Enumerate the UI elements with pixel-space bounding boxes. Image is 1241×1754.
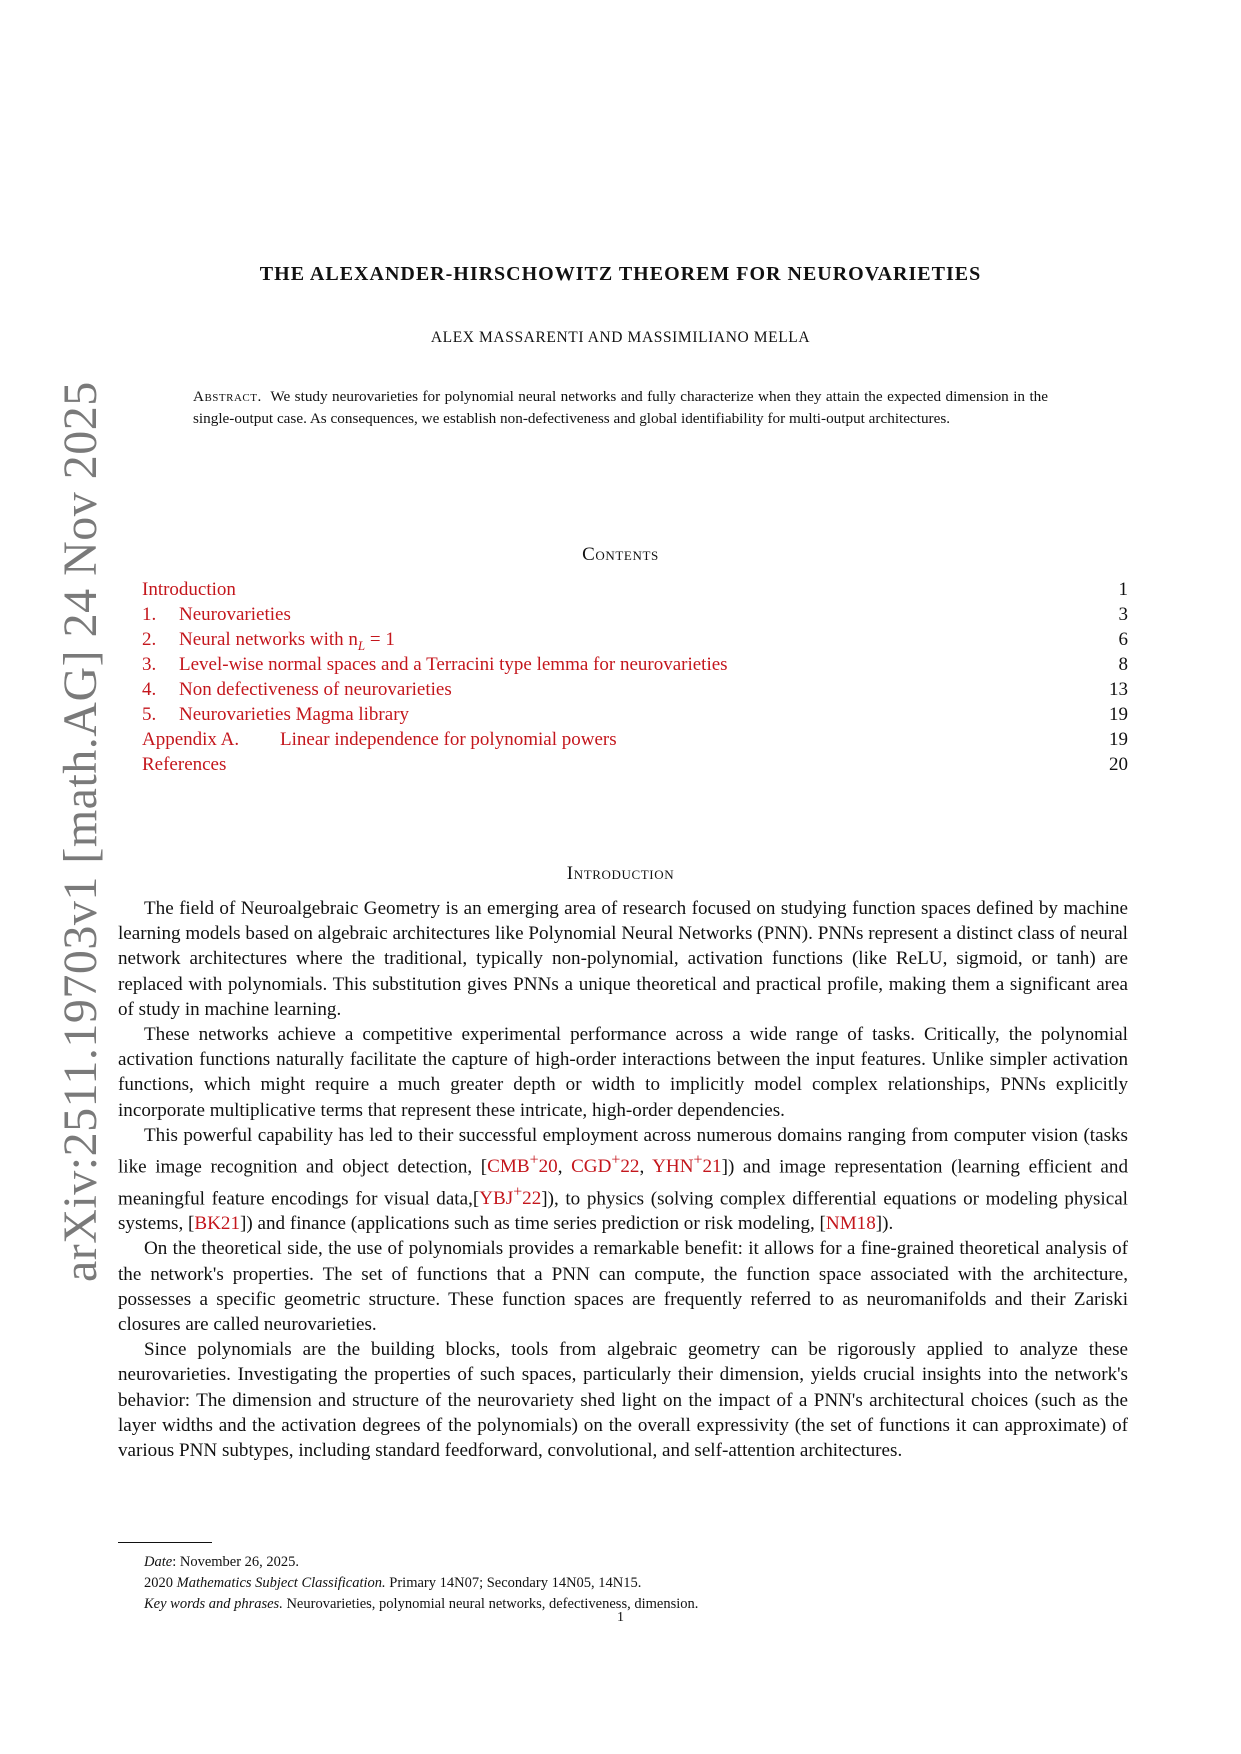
abstract-label: Abstract. [193,388,262,405]
toc-entry-label[interactable]: References [142,754,227,775]
citation-superscript: + [529,1152,539,1170]
paragraph-text: ]). [875,1213,894,1235]
citation-separator: , [639,1156,653,1178]
arxiv-identifier-stamp[interactable]: arXiv:2511.19703v1 [math.AG] 24 Nov 2025 [54,381,107,1282]
citation-separator: , [557,1156,572,1178]
paragraph-text: This powerful capability has led to their successful employment across numerous domains ranging from computer vision (tasks like image recognition and object detection, [ [118,1124,1128,1178]
toc-entry-references[interactable] [142,752,1128,777]
toc-entry-label[interactable]: Level-wise normal spaces and a Terracini type lemma for neurovarieties [179,654,728,675]
toc-entry-page: 8 [1118,654,1128,675]
toc-entry-label[interactable]: Neurovarieties Magma library [179,704,410,725]
paper-authors: ALEX MASSARENTI AND MASSIMILIANO MELLA [430,329,811,346]
toc-entry-page: 19 [1109,704,1128,725]
toc-entry-page: 1 [1118,579,1128,600]
citation-superscript: + [513,1183,523,1201]
citation-superscript: + [611,1152,621,1170]
toc-entry-number[interactable]: 4. [142,679,157,700]
toc-entry-label[interactable]: Introduction [142,579,236,600]
footnote-value: : November 26, 2025. [172,1554,300,1570]
toc-entry-appendix-a[interactable] [142,727,1128,752]
abstract-text: We study neurovarieties for polynomial neural networks and fully characterize when they attain the expected dimension in the single-output case. As consequences, we establish non-defectiveness and global identifiability for multi-output architectures. [193,388,1048,427]
paper-title: THE ALEXANDER-HIRSCHOWITZ THEOREM FOR NEUROVARIETIES [259,263,982,285]
abstract [193,386,1048,429]
toc-entry-label-tail: = 1 [365,629,395,650]
toc-entry-label[interactable]: Non defectiveness of neurovarieties [179,679,452,700]
toc-entry-number[interactable]: 5. [142,704,157,725]
contents-heading: Contents [582,544,659,565]
footnote-value: Primary 14N07; Secondary 14N05, 14N15. [385,1575,642,1591]
citation-superscript: + [693,1152,703,1170]
footnote-label: Key words and phrases. [144,1596,283,1612]
toc-entry-label[interactable]: Linear independence for polynomial powers [280,729,617,750]
toc-entry-level-wise[interactable] [142,652,1128,677]
citation-link[interactable] [652,1152,722,1178]
intro-paragraph-2: These networks achieve a competitive experimental performance across a wide range of tasks. Critically, the polynomial activation functions naturally facilitate the capture of high-order interactions between the input features. Unlike simpler activation functions, which might require a much greater depth or width to implicitly model complex relationships, PNNs explicitly incorporate multiplicative terms that represent these intricate, high-order dependencies. [118,1024,1128,1121]
toc-entry-page: 19 [1109,729,1128,750]
toc-entry-number[interactable]: 2. [142,629,157,650]
citation-key: YHN [652,1156,694,1178]
citation-link[interactable] [487,1152,558,1178]
toc-entry-number[interactable]: 1. [142,604,157,625]
footnote-year: 2020 [144,1575,177,1591]
toc-entry-label-text: Neural networks with n [179,629,358,650]
footnote-label: Date [144,1554,173,1570]
citation-year: 20 [538,1156,558,1178]
page-number: 1 [617,1610,624,1625]
citation-link[interactable] [571,1152,640,1178]
toc-entry-introduction[interactable] [142,577,1128,602]
toc-entry-neural-networks[interactable] [142,627,1128,652]
paragraph-text: ]), to physics (solving complex differential equations or modeling physical systems, [ [118,1187,1128,1235]
intro-paragraph-3 [118,1123,1128,1237]
introduction-body [118,896,1128,1463]
toc-entry-non-defectiveness[interactable] [142,677,1128,702]
footnote-divider [118,1542,212,1543]
toc-entry-number[interactable]: Appendix A. [142,729,240,750]
toc-entry-number[interactable]: 3. [142,654,157,675]
citation-link[interactable] [479,1183,542,1209]
paragraph-text: ]) and finance (applications such as time series prediction or risk modeling, [ [240,1213,826,1235]
footnote-value: Neurovarieties, polynomial neural networks, defectiveness, dimension. [282,1596,699,1612]
intro-paragraph-5: Since polynomials are the building blocks, tools from algebraic geometry can be rigorously applied to analyze these neurovarieties. Investigating the properties of such spaces, particularly their dimension, yields crucial insights into the network's behavior: The dimension and structure of the neurovariety shed light on the impact of a PNN's architectural choices (such as the layer widths and the activation degrees of the polynomials) on the overall expressivity (the set of functions it can approximate) of various PNN subtypes, including standard feedforward, convolutional, and self-attention architectures. [118,1339,1128,1461]
citation-key: CMB [487,1156,530,1178]
footnote-date [118,1552,1128,1573]
intro-paragraph-1: The field of Neuroalgebraic Geometry is an emerging area of research focused on studying function spaces defined by machine learning models based on algebraic architectures like Polynomial Neural Networks (PNN). PNNs represent a distinct class of neural network architectures where the traditional, typically non-polynomial, activation functions (like ReLU, sigmoid, or tanh) are replaced with polynomials. This substitution gives PNNs a unique theoretical and practical profile, making them a significant area of study in machine learning. [118,898,1128,1020]
toc-entry-page: 6 [1118,629,1128,650]
toc-entry-subscript: L [357,637,366,653]
citation-year: 22 [522,1187,542,1209]
footnotes [118,1552,1128,1615]
toc-entry-label[interactable]: Neurovarieties [179,604,291,625]
table-of-contents [142,577,1128,777]
footnote-msc [118,1573,1128,1594]
citation-year: 21 [702,1156,722,1178]
paragraph-text: ]) and image representation (learning efficient and meaningful feature encodings for visual data,[ [118,1156,1128,1209]
citation-key: YBJ [479,1187,514,1209]
toc-entry-neurovarieties[interactable] [142,602,1128,627]
toc-entry-page: 20 [1109,754,1128,775]
introduction-heading: Introduction [566,863,675,884]
citation-year: 22 [620,1156,640,1178]
citation-key: CGD [571,1156,612,1178]
toc-entry-magma-library[interactable] [142,702,1128,727]
toc-entry-page: 3 [1118,604,1128,625]
citation-link[interactable]: NM18 [825,1213,876,1235]
citation-link[interactable]: BK21 [194,1213,240,1235]
intro-paragraph-4: On the theoretical side, the use of polynomials provides a remarkable benefit: it allows for a fine-grained theoretical analysis of the network's properties. The set of functions that a PNN can compute, the function space associated with the architecture, possesses a specific geometric structure. These function spaces are frequently referred to as neuromanifolds and their Zariski closures are called neurovarieties. [118,1238,1128,1335]
footnote-label: Mathematics Subject Classification. [176,1575,386,1591]
toc-entry-page: 13 [1109,679,1128,700]
